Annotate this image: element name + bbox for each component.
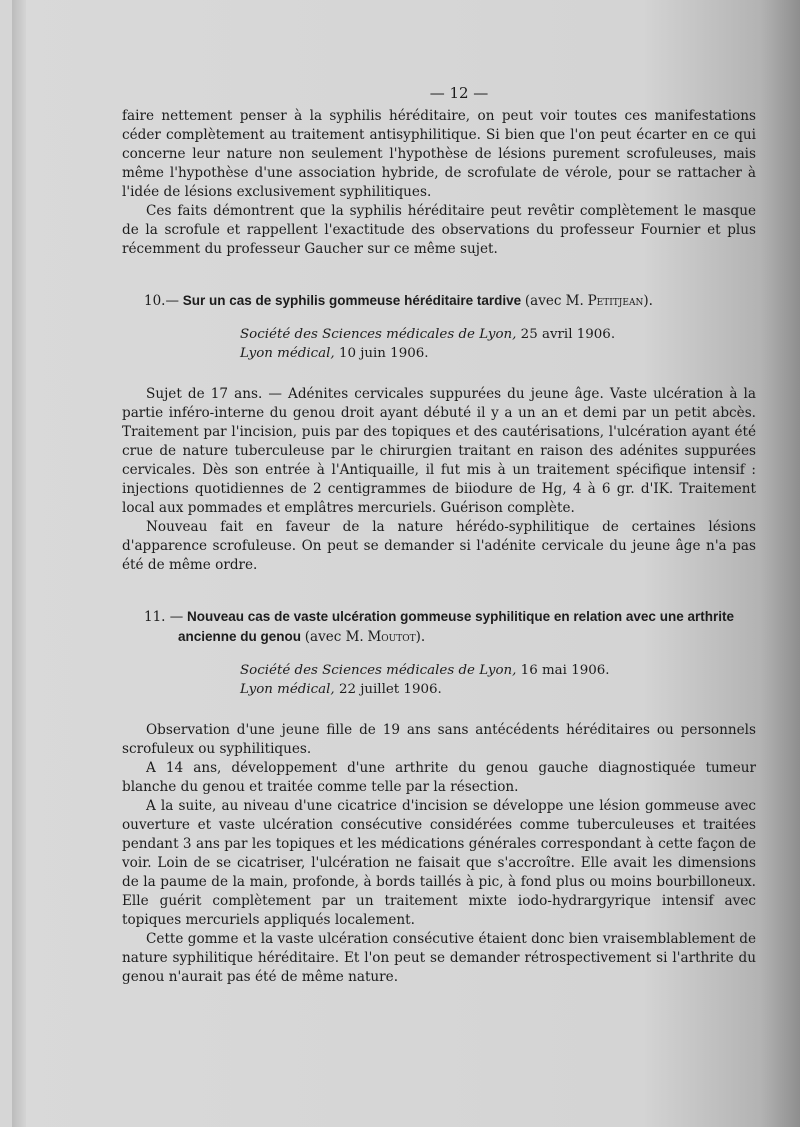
page-content	[122, 84, 756, 987]
entry-11-ref-2-date: 22 juillet 1906.	[338, 682, 442, 697]
entry-10-paragraph-1: Sujet de 17 ans. — Adénites cervicales suppurées du jeune âge. Vaste ulcération à la partie inféro-interne du genou droit ayant débuté il y a un an et demi par un petit abcès. Traitement par l'incision, puis par des topiques et des cautérisations, l'ulcération ayant été crue de nature tuberculeuse par le chirurgien traitant en raison des adénites suppurées cervicales. Dès son entrée à l'Antiquaille, il fut mis à un traitement spécifique intensif : injections quotidiennes de 2 centigrammes de biiodure de Hg, 4 à 6 gr. d'IK. Traitement local aux pommades et emplâtres mercuriels. Guérison complète.	[122, 386, 756, 516]
page-number: — 12 —	[429, 84, 489, 102]
entry-11-coauthor: Moutot	[367, 629, 416, 645]
page-left-edge	[12, 0, 26, 1127]
entry-10-ref-2-date: 10 juin 1906.	[338, 346, 429, 361]
entry-11-coauthor-prefix: (avec M.	[304, 629, 364, 645]
entry-11-ref-1-journal: Société des Sciences médicales de Lyon,	[240, 663, 517, 678]
intro-paragraph-2: Ces faits démontrent que la syphilis héréditaire peut revêtir complètement le masque de la scrofule et rappellent l'exactitude des observations du professeur Fournier et plus récemment du professeur Gaucher sur ce même sujet.	[122, 203, 756, 257]
book-page	[12, 0, 800, 1127]
entry-10-ref-1-date: 25 avril 1906.	[520, 327, 616, 342]
entry-11-ref-2	[240, 680, 756, 699]
entry-10-references	[240, 325, 756, 363]
entry-11-coauthor-suffix: ).	[415, 629, 426, 645]
intro-paragraph-1: faire nettement penser à la syphilis héréditaire, on peut voir toutes ces manifestations céder complètement au traitement antisyphilitique. Si bien que l'on peut écarter en ce qui concerne leur nature non seulement l'hypothèse de lésions purement scrofuleuses, mais même l'hypothèse d'une association hybride, de scrofulate de vérole, pour se rattacher à l'idée de lésions exclusivement syphilitiques.	[122, 108, 756, 200]
entry-11-paragraph-1: Observation d'une jeune fille de 19 ans sans antécédents héréditaires ou personnels scrofuleux ou syphilitiques.	[122, 722, 756, 757]
entry-10-ref-2	[240, 344, 756, 363]
entry-11-number: 11. —	[144, 609, 184, 625]
entry-11-paragraph-3: A la suite, au niveau d'une cicatrice d'incision se développe une lésion gommeuse avec ouverture et vaste ulcération consécutive considérées comme tuberculeuses et traitées pendant 3 ans par les topiques et les médications générales correspondant à cette façon de voir. Loin de se cicatriser, l'ulcération ne faisait que s'accroître. Elle avait les dimensions de la paume de la main, profonde, à bords taillés à pic, à fond plus ou moins bourbilloneux. Elle guérit complètement par un traitement mixte iodo-hydrargyrique intensif avec topiques mercuriels appliqués localement.	[122, 798, 756, 928]
entry-11-ref-2-journal: Lyon médical,	[240, 682, 335, 697]
entry-11-references	[240, 661, 756, 699]
entry-10-ref-1	[240, 325, 756, 344]
entry-11-paragraph-2: A 14 ans, développement d'une arthrite du genou gauche diagnostiquée tumeur blanche du genou et traitée comme telle par la résection.	[122, 760, 756, 795]
entry-11-heading	[144, 607, 756, 647]
entry-10-ref-1-journal: Société des Sciences médicales de Lyon,	[240, 327, 517, 342]
entry-11-paragraph-4: Cette gomme et la vaste ulcération consécutive étaient donc bien vraisemblablement de nature syphilitique héréditaire. Et l'on peut se demander rétrospectivement si l'arthrite du genou n'aurait pas été de même nature.	[122, 931, 756, 985]
entry-10-coauthor: Petitjean	[587, 293, 644, 309]
entry-10-paragraph-2: Nouveau fait en faveur de la nature hérédo-syphilitique de certaines lésions d'apparence scrofuleuse. On peut se demander si l'adénite cervicale du jeune âge n'a pas été de même ordre.	[122, 519, 756, 573]
entry-10-coauthor-prefix: (avec M.	[524, 293, 584, 309]
entry-10-ref-2-journal: Lyon médical,	[240, 346, 335, 361]
entry-10-coauthor-suffix: ).	[643, 293, 653, 309]
entry-11-ref-1-date: 16 mai 1906.	[520, 663, 610, 678]
entry-11-title: Nouveau cas de vaste ulcération gommeuse syphilitique en relation avec une arthrite ancienne du genou	[178, 609, 734, 644]
entry-11-ref-1	[240, 661, 756, 680]
entry-10-title: Sur un cas de syphilis gommeuse héréditaire tardive	[182, 293, 522, 308]
entry-10-number: 10.—	[144, 293, 179, 309]
entry-10-heading	[144, 291, 756, 311]
